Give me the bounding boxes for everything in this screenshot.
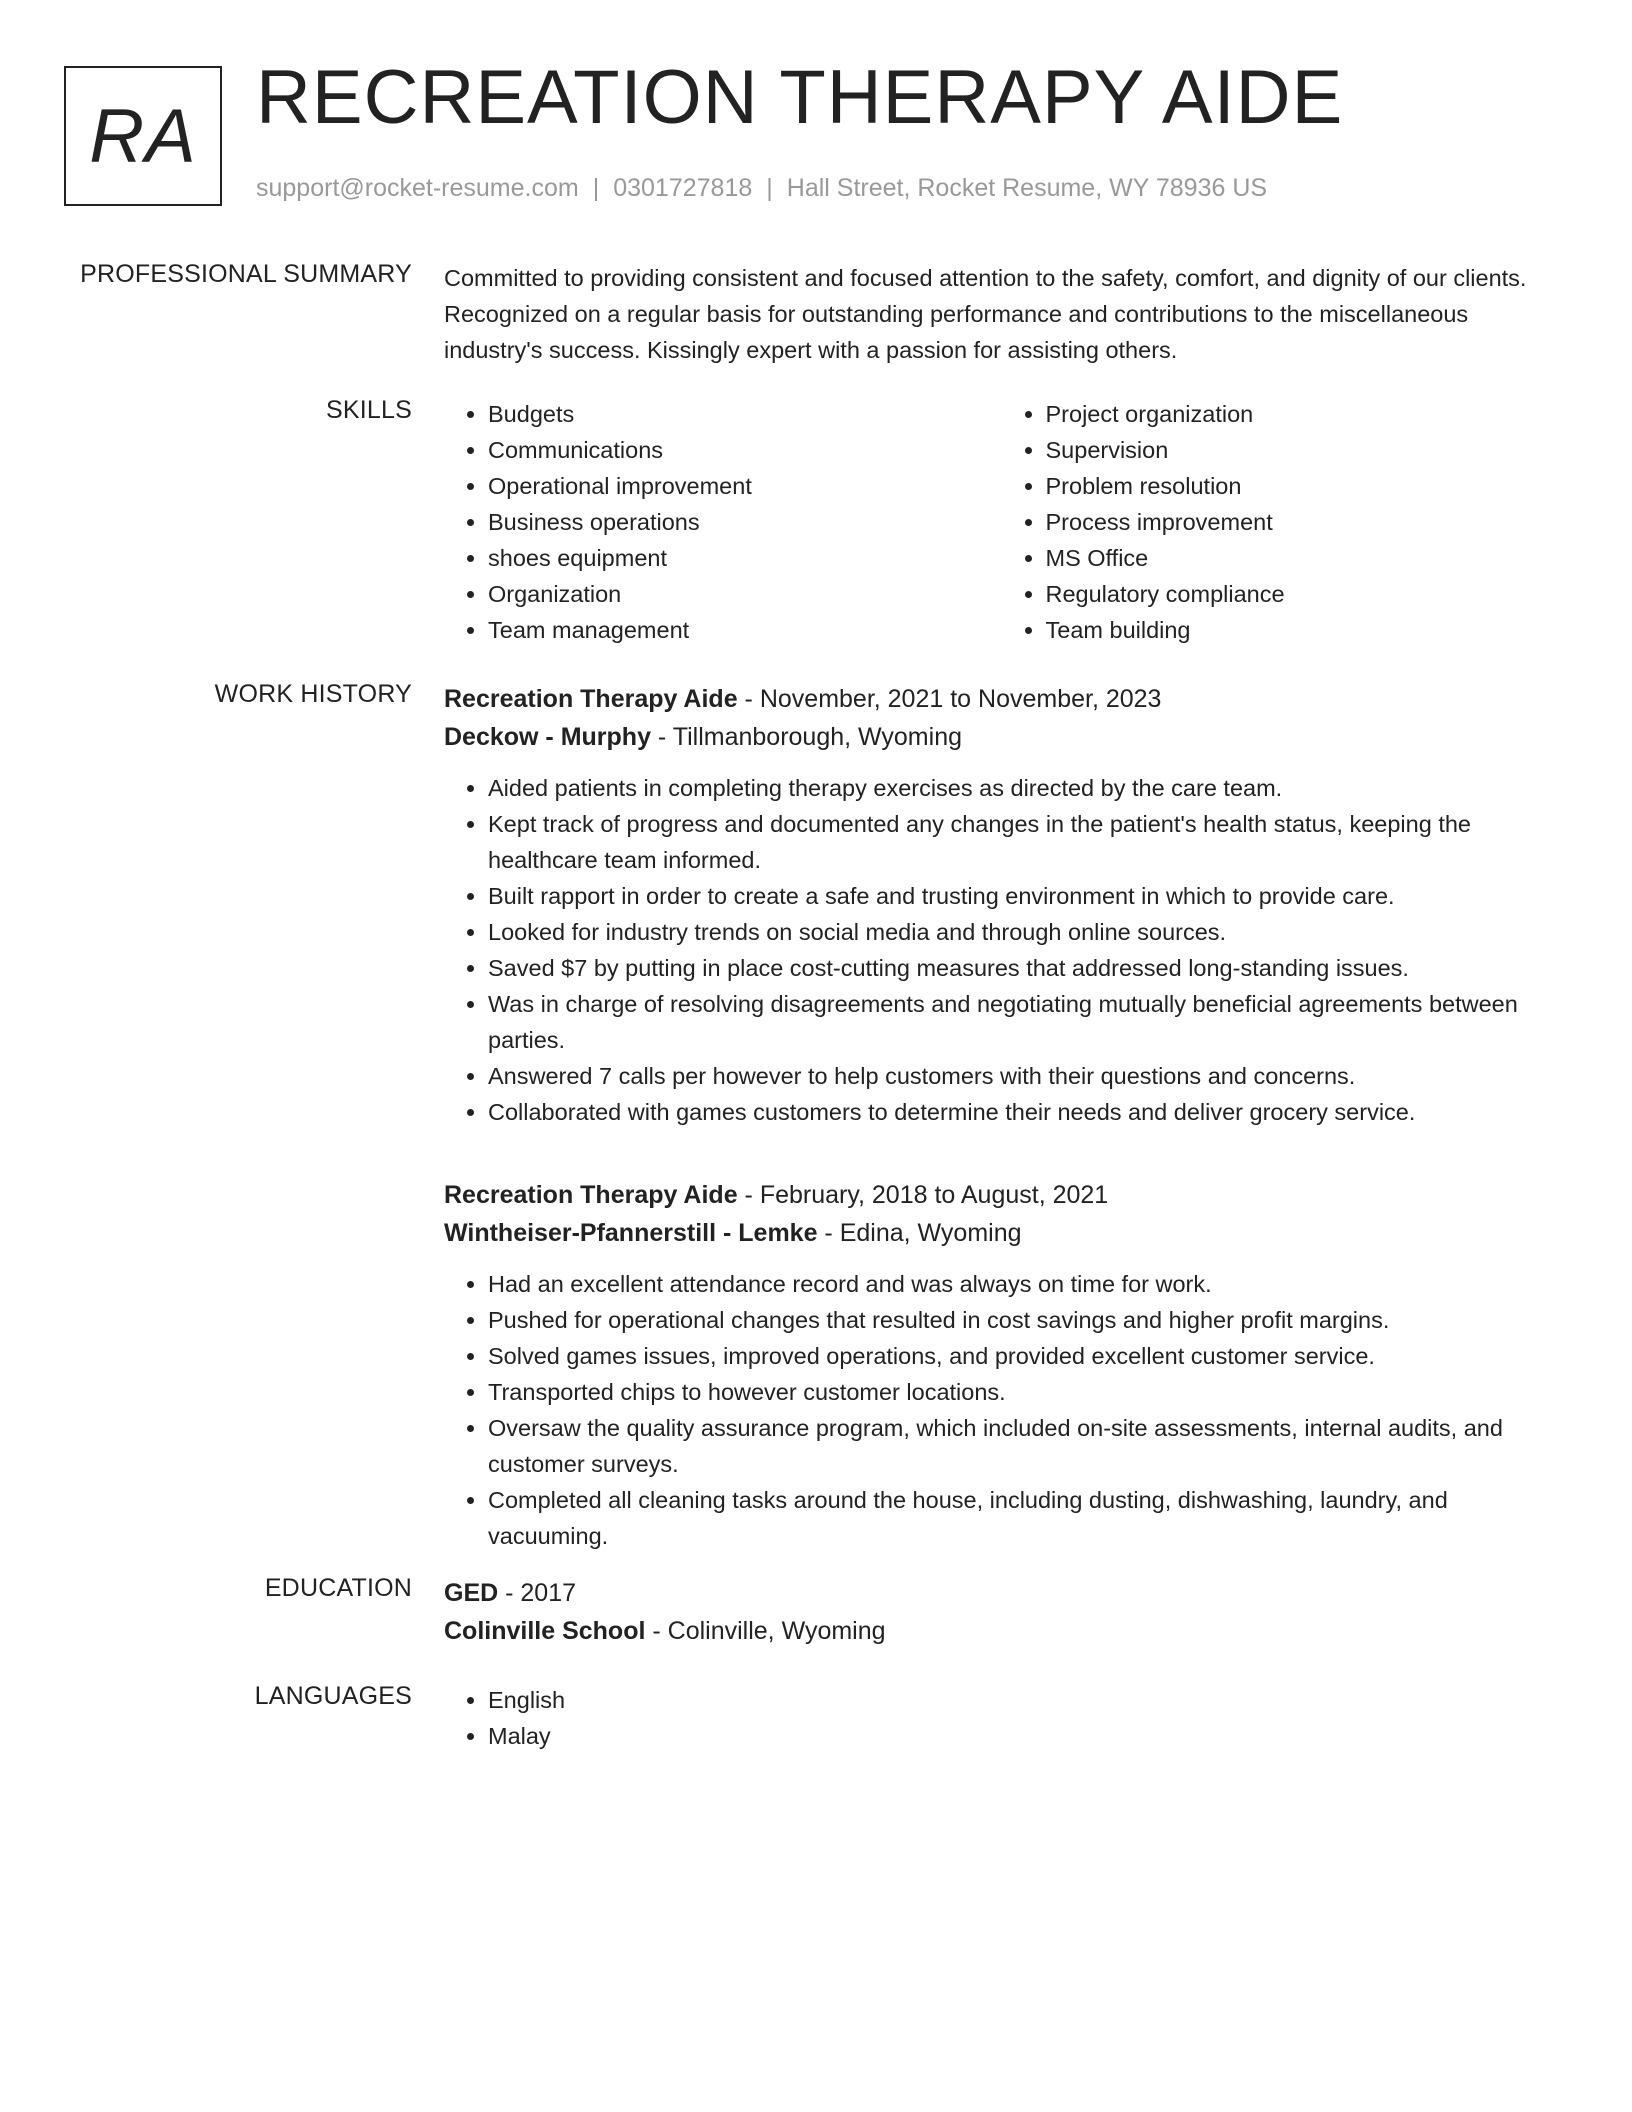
skill-item: • Communications — [488, 432, 1002, 468]
job-bullet: • Answered 7 calls per however to help customers with their questions and concerns. — [488, 1058, 1559, 1094]
address-text: Hall Street, Rocket Resume, WY 78936 US — [786, 174, 1268, 202]
skill-item: • shoes equipment — [488, 540, 1002, 576]
work-history-body — [444, 680, 1559, 1600]
degree-name: GED — [444, 1579, 499, 1607]
skills-body — [444, 396, 1559, 648]
skill-item: • Team management — [488, 612, 1002, 648]
school-location: - Colinville, Wyoming — [645, 1617, 886, 1645]
company-line — [444, 718, 1559, 756]
job-title-line — [444, 1176, 1559, 1214]
job-bullet: • Pushed for operational changes that resulted in cost savings and higher profit margins. — [488, 1302, 1559, 1338]
contact-line — [256, 174, 1267, 203]
job-title: Recreation Therapy Aide — [444, 685, 738, 713]
skill-item: • Supervision — [1046, 432, 1560, 468]
job-bullet: • Saved $7 by putting in place cost-cutting measures that addressed long-standing issues. — [488, 950, 1559, 986]
skill-item: • Operational improvement — [488, 468, 1002, 504]
job-bullet: • Oversaw the quality assurance program, which included on-site assessments, internal audits, and customer surveys. — [488, 1410, 1559, 1482]
languages-list — [444, 1682, 1559, 1754]
skill-item: • Regulatory compliance — [1046, 576, 1560, 612]
skill-item: • Business operations — [488, 504, 1002, 540]
skill-item: • Budgets — [488, 396, 1002, 432]
skill-item: • Organization — [488, 576, 1002, 612]
contact-separator: | — [592, 174, 600, 202]
degree-line — [444, 1574, 1559, 1612]
company-line — [444, 1214, 1559, 1252]
school-name: Colinville School — [444, 1617, 646, 1645]
phone-text: 0301727818 — [613, 174, 753, 202]
work-history-heading: WORK HISTORY — [214, 680, 412, 708]
languages-body — [444, 1682, 1559, 1754]
company-location: - Edina, Wyoming — [817, 1219, 1022, 1247]
job-bullet: • Collaborated with games customers to determine their needs and deliver grocery service. — [488, 1094, 1559, 1130]
summary-body — [444, 260, 1559, 368]
job-title-line — [444, 680, 1559, 718]
job-bullets — [444, 1266, 1559, 1554]
skills-heading: SKILLS — [326, 396, 412, 424]
job-dates: - November, 2021 to November, 2023 — [737, 685, 1162, 713]
job-bullet: • Transported chips to however customer locations. — [488, 1374, 1559, 1410]
skills-list-left — [444, 396, 1002, 648]
language-item: • English — [488, 1682, 1559, 1718]
languages-heading: LANGUAGES — [254, 1682, 412, 1710]
summary-heading: PROFESSIONAL SUMMARY — [80, 260, 412, 288]
skill-item: • Problem resolution — [1046, 468, 1560, 504]
job-entry — [444, 680, 1559, 1130]
monogram-logo: RA — [64, 66, 222, 206]
skill-item: • Process improvement — [1046, 504, 1560, 540]
job-bullet: • Had an excellent attendance record and was always on time for work. — [488, 1266, 1559, 1302]
skill-item: • Team building — [1046, 612, 1560, 648]
job-bullet: • Aided patients in completing therapy exercises as directed by the care team. — [488, 770, 1559, 806]
candidate-name: RECREATION THERAPY AIDE — [256, 55, 1344, 140]
contact-separator: | — [766, 174, 773, 202]
degree-year: - 2017 — [498, 1579, 577, 1607]
job-bullet: • Looked for industry trends on social media and through online sources. — [488, 914, 1559, 950]
education-body — [444, 1574, 1559, 1664]
education-heading: EDUCATION — [264, 1574, 412, 1602]
skills-list-right — [1002, 396, 1560, 648]
school-line — [444, 1612, 1559, 1650]
summary-text: Committed to providing consistent and focused attention to the safety, comfort, and dignity of our clients. Recognized on a regular basis for outstanding performance and contributions to the miscellaneous industry's success. Kissingly expert with a passion for assisting others. — [444, 265, 1527, 363]
email-text: support@rocket-resume.com — [256, 174, 579, 202]
job-bullets — [444, 770, 1559, 1130]
language-item: • Malay — [488, 1718, 1559, 1754]
job-bullet: • Built rapport in order to create a safe and trusting environment in which to provide care. — [488, 878, 1559, 914]
job-bullet: • Completed all cleaning tasks around the house, including dusting, dishwashing, laundry, and vacuuming. — [488, 1482, 1559, 1554]
company-name: Wintheiser-Pfannerstill - Lemke — [444, 1219, 818, 1247]
job-bullet: • Solved games issues, improved operations, and provided excellent customer service. — [488, 1338, 1559, 1374]
job-bullet: • Kept track of progress and documented any changes in the patient's health status, keeping the healthcare team informed. — [488, 806, 1559, 878]
company-location: - Tillmanborough, Wyoming — [650, 723, 962, 751]
job-bullet: • Was in charge of resolving disagreements and negotiating mutually beneficial agreements between parties. — [488, 986, 1559, 1058]
skill-item: • Project organization — [1046, 396, 1560, 432]
job-title: Recreation Therapy Aide — [444, 1181, 738, 1209]
skill-item: • MS Office — [1046, 540, 1560, 576]
job-dates: - February, 2018 to August, 2021 — [737, 1181, 1109, 1209]
company-name: Deckow - Murphy — [444, 723, 651, 751]
job-entry — [444, 1176, 1559, 1554]
